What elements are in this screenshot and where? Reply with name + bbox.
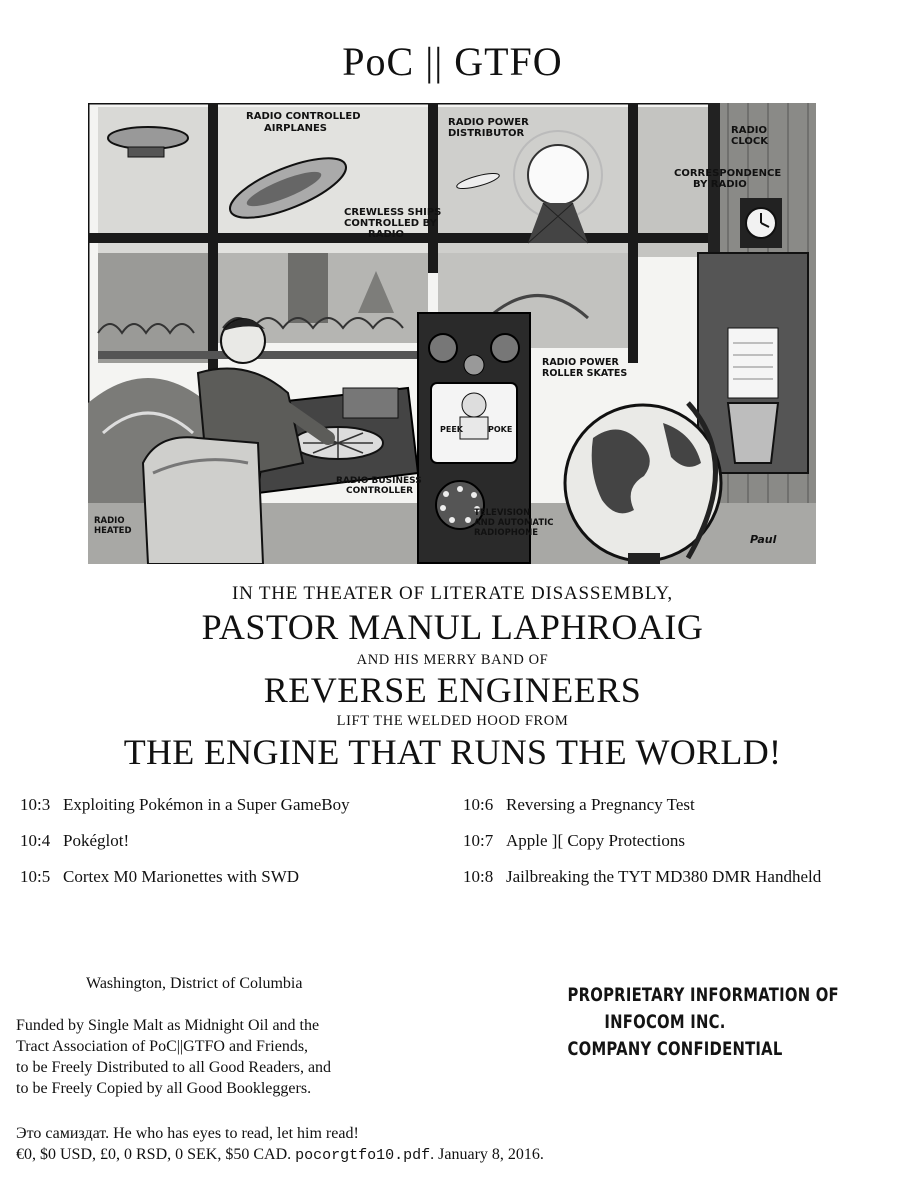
confidential-stamp bbox=[567, 982, 839, 1072]
svg-text:CONTROLLED BY: CONTROLLED BY bbox=[344, 218, 437, 229]
toc-title: Apple ][ Copy Protections bbox=[506, 831, 685, 850]
artist-signature: Paul bbox=[750, 533, 777, 546]
funding-line: to be Freely Distributed to all Good Readers, and bbox=[16, 1059, 332, 1076]
svg-text:CONTROLLER: CONTROLLER bbox=[346, 486, 414, 496]
toc-entry[interactable] bbox=[463, 832, 685, 850]
publication-place: Washington, District of Columbia bbox=[86, 975, 303, 992]
clock-icon bbox=[740, 198, 782, 248]
cover-illustration bbox=[88, 103, 816, 564]
svg-text:RADIO: RADIO bbox=[731, 125, 767, 136]
toc-title: Cortex M0 Marionettes with SWD bbox=[63, 867, 300, 886]
samizdat-line: Это самиздат. He who has eyes to read, let him read! bbox=[16, 1125, 359, 1142]
svg-text:ROLLER SKATES: ROLLER SKATES bbox=[542, 368, 628, 379]
page-title: PoC || GTFO bbox=[342, 39, 563, 84]
funding-line: Funded by Single Malt as Midnight Oil and the bbox=[16, 1017, 320, 1034]
toc-title: Exploiting Pokémon in a Super GameBoy bbox=[63, 795, 350, 814]
toc-number: 10:6 bbox=[463, 795, 494, 814]
headline-line-6: THE ENGINE THAT RUNS THE WORLD! bbox=[123, 732, 782, 772]
svg-text:RADIOPHONE: RADIOPHONE bbox=[474, 528, 539, 538]
price-line bbox=[16, 1144, 544, 1166]
price-list: €0, $0 USD, £0, 0 RSD, 0 SEK, $50 CAD. bbox=[16, 1146, 292, 1163]
toc-number: 10:5 bbox=[20, 867, 51, 886]
funding-line: Tract Association of PoC||GTFO and Friends, bbox=[16, 1038, 309, 1055]
file-name: pocorgtfo10.pdf bbox=[295, 1147, 431, 1164]
issue-date: . January 8, 2016. bbox=[430, 1146, 544, 1163]
funding-line: to be Freely Copied by all Good Bookleggers. bbox=[16, 1080, 312, 1097]
svg-text:RADIO POWER: RADIO POWER bbox=[542, 357, 619, 368]
headline-line-2: PASTOR MANUL LAPHROAIG bbox=[201, 607, 704, 647]
headline-line-5: LIFT THE WELDED HOOD FROM bbox=[336, 713, 569, 729]
svg-text:CREWLESS SHIPS: CREWLESS SHIPS bbox=[344, 207, 442, 218]
toc-entry[interactable] bbox=[463, 868, 821, 886]
svg-text:RADIO BUSINESS: RADIO BUSINESS bbox=[336, 476, 422, 486]
svg-text:CORRESPONDENCE: CORRESPONDENCE bbox=[674, 168, 782, 179]
headline-line-3: AND HIS MERRY BAND OF bbox=[356, 652, 549, 668]
toc-entry[interactable] bbox=[20, 832, 129, 850]
svg-text:DISTRIBUTOR: DISTRIBUTOR bbox=[448, 128, 525, 139]
toc-number: 10:4 bbox=[20, 831, 51, 850]
globe-icon bbox=[565, 403, 721, 564]
svg-text:POKE: POKE bbox=[488, 425, 513, 434]
toc-entry[interactable] bbox=[463, 796, 695, 814]
funding-notice bbox=[16, 1015, 331, 1099]
toc-number: 10:3 bbox=[20, 795, 51, 814]
label-airplanes: RADIO CONTROLLED bbox=[246, 111, 361, 122]
svg-text:BY RADIO: BY RADIO bbox=[693, 179, 747, 190]
headline-line-4: REVERSE ENGINEERS bbox=[263, 670, 642, 710]
svg-text:TELEVISION: TELEVISION bbox=[474, 508, 531, 518]
toc-title: Jailbreaking the TYT MD380 DMR Handheld bbox=[506, 867, 822, 886]
toc-number: 10:8 bbox=[463, 867, 494, 886]
toc-title: Pokéglot! bbox=[63, 831, 130, 850]
toc-entry[interactable] bbox=[20, 868, 299, 886]
stamp-line: PROPRIETARY INFORMATION OF bbox=[567, 984, 839, 1006]
svg-text:PEEK: PEEK bbox=[440, 425, 463, 434]
toc-title: Reversing a Pregnancy Test bbox=[506, 795, 695, 814]
svg-text:AND AUTOMATIC: AND AUTOMATIC bbox=[474, 518, 554, 528]
svg-text:HEATED: HEATED bbox=[94, 526, 132, 536]
toc-number: 10:7 bbox=[463, 831, 494, 850]
stamp-line: COMPANY CONFIDENTIAL bbox=[567, 1038, 783, 1060]
svg-text:RADIO: RADIO bbox=[368, 229, 404, 240]
radio-future-illustration bbox=[88, 103, 816, 564]
samizdat-notice bbox=[16, 1123, 544, 1166]
toc-entry[interactable] bbox=[20, 796, 350, 814]
svg-text:RADIO: RADIO bbox=[94, 516, 125, 526]
headline-line-1: IN THE THEATER OF LITERATE DISASSEMBLY, bbox=[232, 583, 673, 604]
svg-text:CLOCK: CLOCK bbox=[731, 136, 768, 147]
stamp-line: INFOCOM INC. bbox=[604, 1011, 726, 1033]
svg-text:AIRPLANES: AIRPLANES bbox=[264, 123, 328, 134]
svg-text:RADIO POWER: RADIO POWER bbox=[448, 117, 529, 128]
